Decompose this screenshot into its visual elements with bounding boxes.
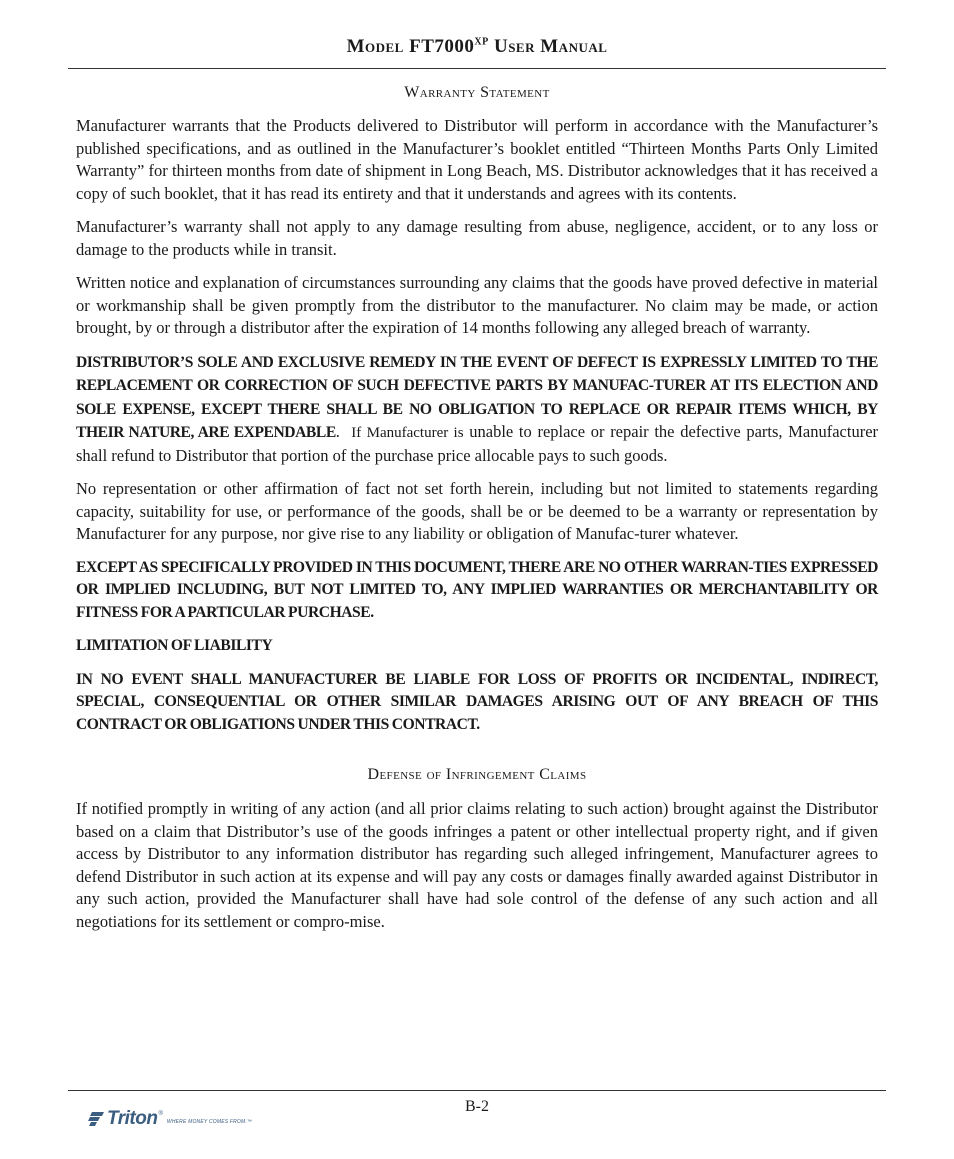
sole-remedy-note: If Manufacturer is (351, 425, 464, 441)
paragraph-warranty: Manufacturer warrants that the Products delivered to Distributor will perform in accordance with the Manufacturer’s published specifications, and as outlined in the Manufacturer’s booklet entitled “Thirteen Months Parts Only Limited Warranty” for thirteen months from date of shipment in Long Beach, MS. Distributor acknowledges that it has received a copy of such booklet, that it has read its entirety and that it understands and agrees with its contents. (76, 116, 878, 203)
page-number: B-2 (465, 1098, 489, 1115)
triton-logo (88, 1108, 252, 1130)
paragraph-defense: If notified promptly in writing of any action (and all prior claims relating to such action) brought against the Distributor based on a claim that Distributor’s use of the goods infringes a patent or other intellectual property right, and if given access by Distributor to any information distributor has regarding such alleged infringement, Manufacturer agrees to defend Distributor in such action at its expense and will pay any costs or damages finally awarded against Distributor in any such action, provided the Manufacturer shall have had sole control of the defense of any such action and all negotiations for its settlement or compro-mise. (76, 799, 878, 931)
triton-logo-tagline: WHERE MONEY COMES FROM.™ (166, 1119, 253, 1125)
paragraph-no-representation: No representation or other affirmation of fact not set forth herein, including but not limited to statements regarding capacity, suitability for use, or performance of the goods, shall be or be deemed to be a warranty or representation by Manufacturer for any purpose, nor give rise to any liability or obligation of Manufac-turer whatever. (76, 479, 878, 543)
header-model-number: FT7000 (409, 36, 475, 57)
section-title-defense: Defense of Infringement Claims (367, 766, 587, 783)
section-title-warranty: Warranty Statement (404, 84, 550, 101)
triton-logo-mark-icon (88, 1112, 104, 1126)
footer-divider (68, 1090, 886, 1091)
paragraph-notice: Written notice and explanation of circumstances surrounding any claims that the goods have proved defective in material or workmanship shall be given promptly from the distributor to the manufacturer. No claim may be made, or action brought, by or through a distributor after the expiration of 14 months following any alleged breach of warranty. (76, 273, 878, 337)
sole-remedy-rest: unable to replace or repair the defective parts, Manufacturer shall refund to Distributor that portion of the purchase price allocable pays to such goods. (76, 422, 879, 465)
header-divider (68, 68, 886, 69)
document-body (76, 84, 878, 944)
paragraph-exclusions: Manufacturer’s warranty shall not apply to any damage resulting from abuse, negligence, accident, or to any loss or damage to the products while in transit. (76, 217, 878, 259)
paragraph-no-other-warranties: EXCEPT AS SPECIFICALLY PROVIDED IN THIS DOCUMENT, THERE ARE NO OTHER WARRAN-TIES EXPRESSED OR IMPLIED INCLUDING, BUT NOT LIMITED TO, ANY IMPLIED WARRANTIES OR MERCHANTABILITY OR FITNESS FOR A PARTICULAR PURCHASE. (76, 558, 878, 621)
triton-logo-registered: ® (158, 1111, 163, 1117)
sole-remedy-bold-text: DISTRIBUTOR’S SOLE AND EXCLUSIVE REMEDY IN THE EVENT OF DEFECT IS EXPRESSLY LIMITED TO THE REPLACEMENT OR CORRECTION OF SUCH DEFECTIVE PARTS BY MANUFAC-TURER AT ITS ELECTION AND SOLE EXPENSE, EXCEPT THERE SHALL BE NO OBLIGATION TO REPLACE OR REPAIR ITEMS WHICH, BY THEIR NATURE, ARE EXPENDABLE (76, 353, 878, 441)
header-model-word: Model (346, 36, 404, 57)
triton-logo-text: Triton (107, 1108, 158, 1129)
heading-limitation-of-liability: LIMITATION OF LIABILITY (76, 637, 273, 654)
header-manual-words: User Manual (493, 36, 608, 57)
page-header-title (0, 36, 954, 58)
header-model-superscript: XP (474, 36, 489, 48)
paragraph-sole-remedy (76, 351, 878, 468)
sole-remedy-period: . (335, 422, 340, 441)
paragraph-liability: IN NO EVENT SHALL MANUFACTURER BE LIABLE FOR LOSS OF PROFITS OR INCIDENTAL, INDIRECT, SPECIAL, CONSEQUENTIAL OR OTHER SIMILAR DAMAGES ARISING OUT OF ANY BREACH OF THIS CONTRACT OR OBLIGATIONS UNDER THIS CONTRACT. (76, 670, 878, 733)
